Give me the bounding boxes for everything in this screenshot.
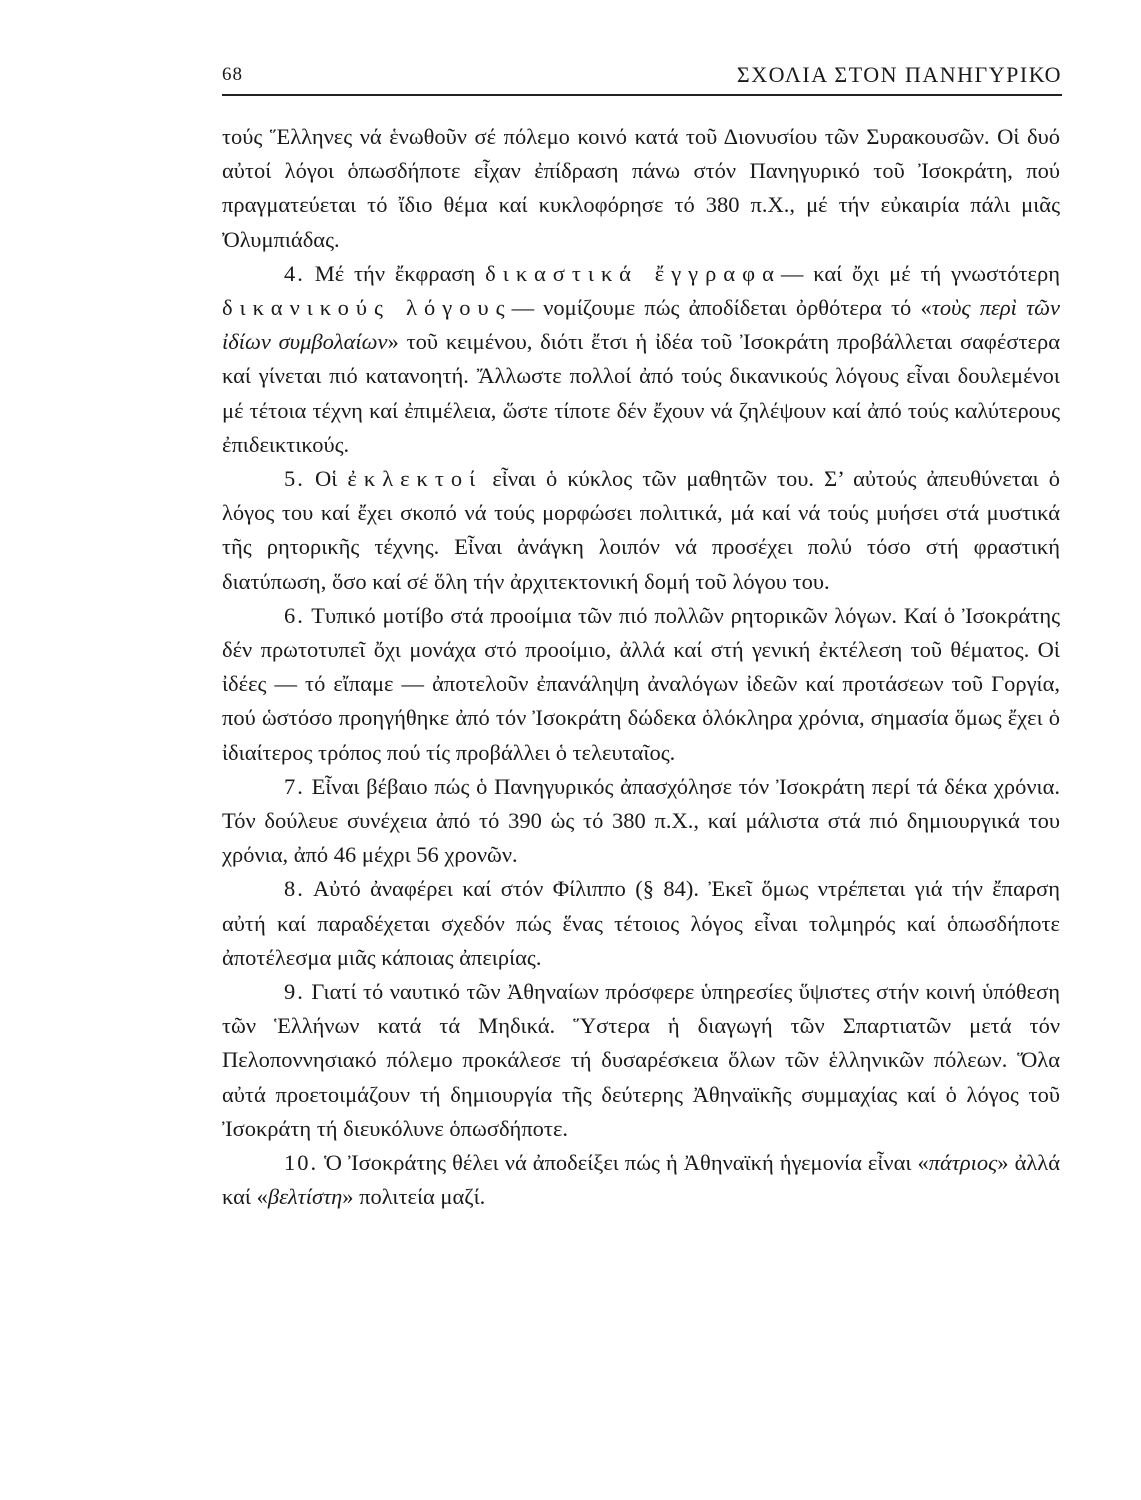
note-text: Ὁ Ἰσοκράτης θέλει νά ἀποδείξει πώς ἡ Ἀθηναϊκή ἡγεμονία εἶναι « [324, 1150, 929, 1176]
italic-quote: τοὺς περὶ τῶν ἰδίων συμβολαίων [222, 295, 1061, 355]
note-number: 8. [284, 876, 305, 902]
note-number: 9. [284, 979, 305, 1005]
note-9 [222, 975, 1060, 1146]
note-10 [222, 1146, 1060, 1214]
note-8 [222, 872, 1060, 975]
note-number: 5. [284, 466, 305, 492]
spaced-term: ἐκλεκτοί [347, 466, 483, 492]
note-text: — νομίζουμε πώς ἀποδίδεται ὀρθότερα τό « [511, 295, 932, 321]
note-text: Οἱ [314, 466, 338, 492]
note-text: » τοῦ κειμένου, διότι ἔτσι ἡ ἰδέα τοῦ Ἰσοκράτη προβάλλεται σαφέστερα καί γίνεται πιό κατανοητή. Ἄλλωστε πολλοί ἀπό τούς δικανικούς λόγους εἶναι δουλεμένοι μέ τέτοια τέχνη καί ἐπιμέλεια, ὥστε τίποτε δέν ἔχουν νά ζηλέψουν καί ἀπό τούς καλύτερους ἐπιδεικτικούς. [222, 329, 1060, 457]
italic-quote: πάτριος [928, 1150, 998, 1176]
note-5 [222, 462, 1060, 599]
note-text: » ἀλλά καί « [222, 1150, 1060, 1210]
note-number: 6. [284, 602, 305, 628]
note-text: Γιατί τό ναυτικό τῶν Ἀθηναίων πρόσφερε ὑπηρεσίες ὕψιστες στήν κοινή ὑπόθεση τῶν Ἑλλήνων κατά τά Μηδικά. Ὕστερα ἡ διαγωγή τῶν Σπαρτιατῶν μετά τόν Πελοποννησιακό πόλεμο προκάλεσε τή δυσαρέσκεια ὅλων τῶν ἑλληνικῶν πόλεων. Ὅλα αὐτά προετοιμάζουν τή δημιουργία τῆς δεύτερης Ἀθηναϊκῆς συμμαχίας καί ὁ λόγος τοῦ Ἰσοκράτη τή διευκόλυνε ὁπωσδήποτε. [222, 979, 1060, 1141]
italic-quote: βελτίστη [267, 1184, 343, 1210]
paragraph-continuation [222, 120, 1060, 257]
running-title: ΣΧΟΛΙΑ ΣΤΟΝ ΠΑΝΗΓΥΡΙΚΟ [736, 62, 1062, 87]
note-text: Τυπικό μοτίβο στά προοίμια τῶν πιό πολλῶν ρητορικῶν λόγων. Καί ὁ Ἰσοκράτης δέν πρωτοτυπεῖ ὄχι μονάχα στό προοίμιο, ἀλλά καί στή γενική ἐκτέλεση τοῦ θέματος. Οἱ ἰδέες — τό εἴπαμε — ἀποτελοῦν ἐπανάληψη ἀναλόγων ἰδεῶν καί προτάσεων τοῦ Γοργία, πού ὡστόσο προηγήθηκε ἀπό τόν Ἰσοκράτη δώδεκα ὁλόκληρα χρόνια, σημασία ὅμως ἔχει ὁ ἰδιαίτερος τρόπος πού τίς προβάλλει ὁ τελευταῖος. [222, 602, 1060, 765]
note-number: 10. [284, 1150, 319, 1176]
note-6 [222, 599, 1060, 770]
header-rule [222, 94, 1062, 96]
note-text: εἶναι ὁ κύκλος τῶν μαθητῶν του. Σ’ αὐτούς ἀπευθύνεται ὁ λόγος του καί ἔχει σκοπό νά τούς μορφώσει πολιτικά, μά καί νά τούς μυήσει στά μυστικά τῆς ρητορικῆς τέχνης. Εἶναι ἀνάγκη λοιπόν νά προσέχει πολύ τόσο στή φραστική διατύπωση, ὅσο καί σέ ὅλη τήν ἀρχιτεκτονική δομή τοῦ λόγου του. [222, 466, 1061, 594]
note-text: Αὐτό ἀναφέρει καί στόν Φίλιππο (§ 84). Ἐκεῖ ὅμως ντρέπεται γιά τήν ἔπαρση αὐτή καί παραδέχεται σχεδόν πώς ἕνας τέτοιος λόγος εἶναι τολμηρός καί ὁπωσδήποτε ἀποτέλεσμα μιᾶς κάποιας ἀπειρίας. [222, 876, 1060, 970]
note-text: Μέ τήν ἔκφραση [314, 260, 476, 286]
note-text: — καί ὄχι μέ τή γνωστότερη [780, 260, 1060, 286]
note-text: Εἶναι βέβαιο πώς ὁ Πανηγυρικός ἀπασχόλησε τόν Ἰσοκράτη περί τά δέκα χρόνια. Τόν δούλευε συνέχεια ἀπό τό 390 ὡς τό 380 π.Χ., καί μάλιστα στά πιό δημιουργικά του χρόνια, ἀπό 46 μέχρι 56 χρονῶν. [222, 773, 1061, 868]
note-text: » πολιτεία μαζί. [342, 1184, 486, 1210]
note-4 [222, 257, 1060, 462]
spaced-term: δικαστικά ἔγγραφα [485, 260, 781, 286]
note-number: 4. [284, 260, 305, 286]
page-number: 68 [222, 64, 243, 85]
note-7 [222, 770, 1060, 873]
spaced-term: δικανικούς λόγους [222, 295, 512, 321]
page-header [222, 62, 1062, 90]
body-text [222, 120, 1060, 1215]
paragraph-text: τούς Ἕλληνες νά ἑνωθοῦν σέ πόλεμο κοινό κατά τοῦ Διονυσίου τῶν Συρακουσῶν. Οἱ δυό αὐτοί λόγοι ὁπωσδήποτε εἶχαν ἐπίδραση πάνω στόν Πανηγυρικό τοῦ Ἰσοκράτη, πού πραγματεύεται τό ἴδιο θέμα καί κυκλοφόρησε τό 380 π.Χ., μέ τήν εὐκαιρία πάλι μιᾶς Ὀλυμπιάδας. [222, 124, 1060, 252]
note-number: 7. [284, 773, 305, 799]
